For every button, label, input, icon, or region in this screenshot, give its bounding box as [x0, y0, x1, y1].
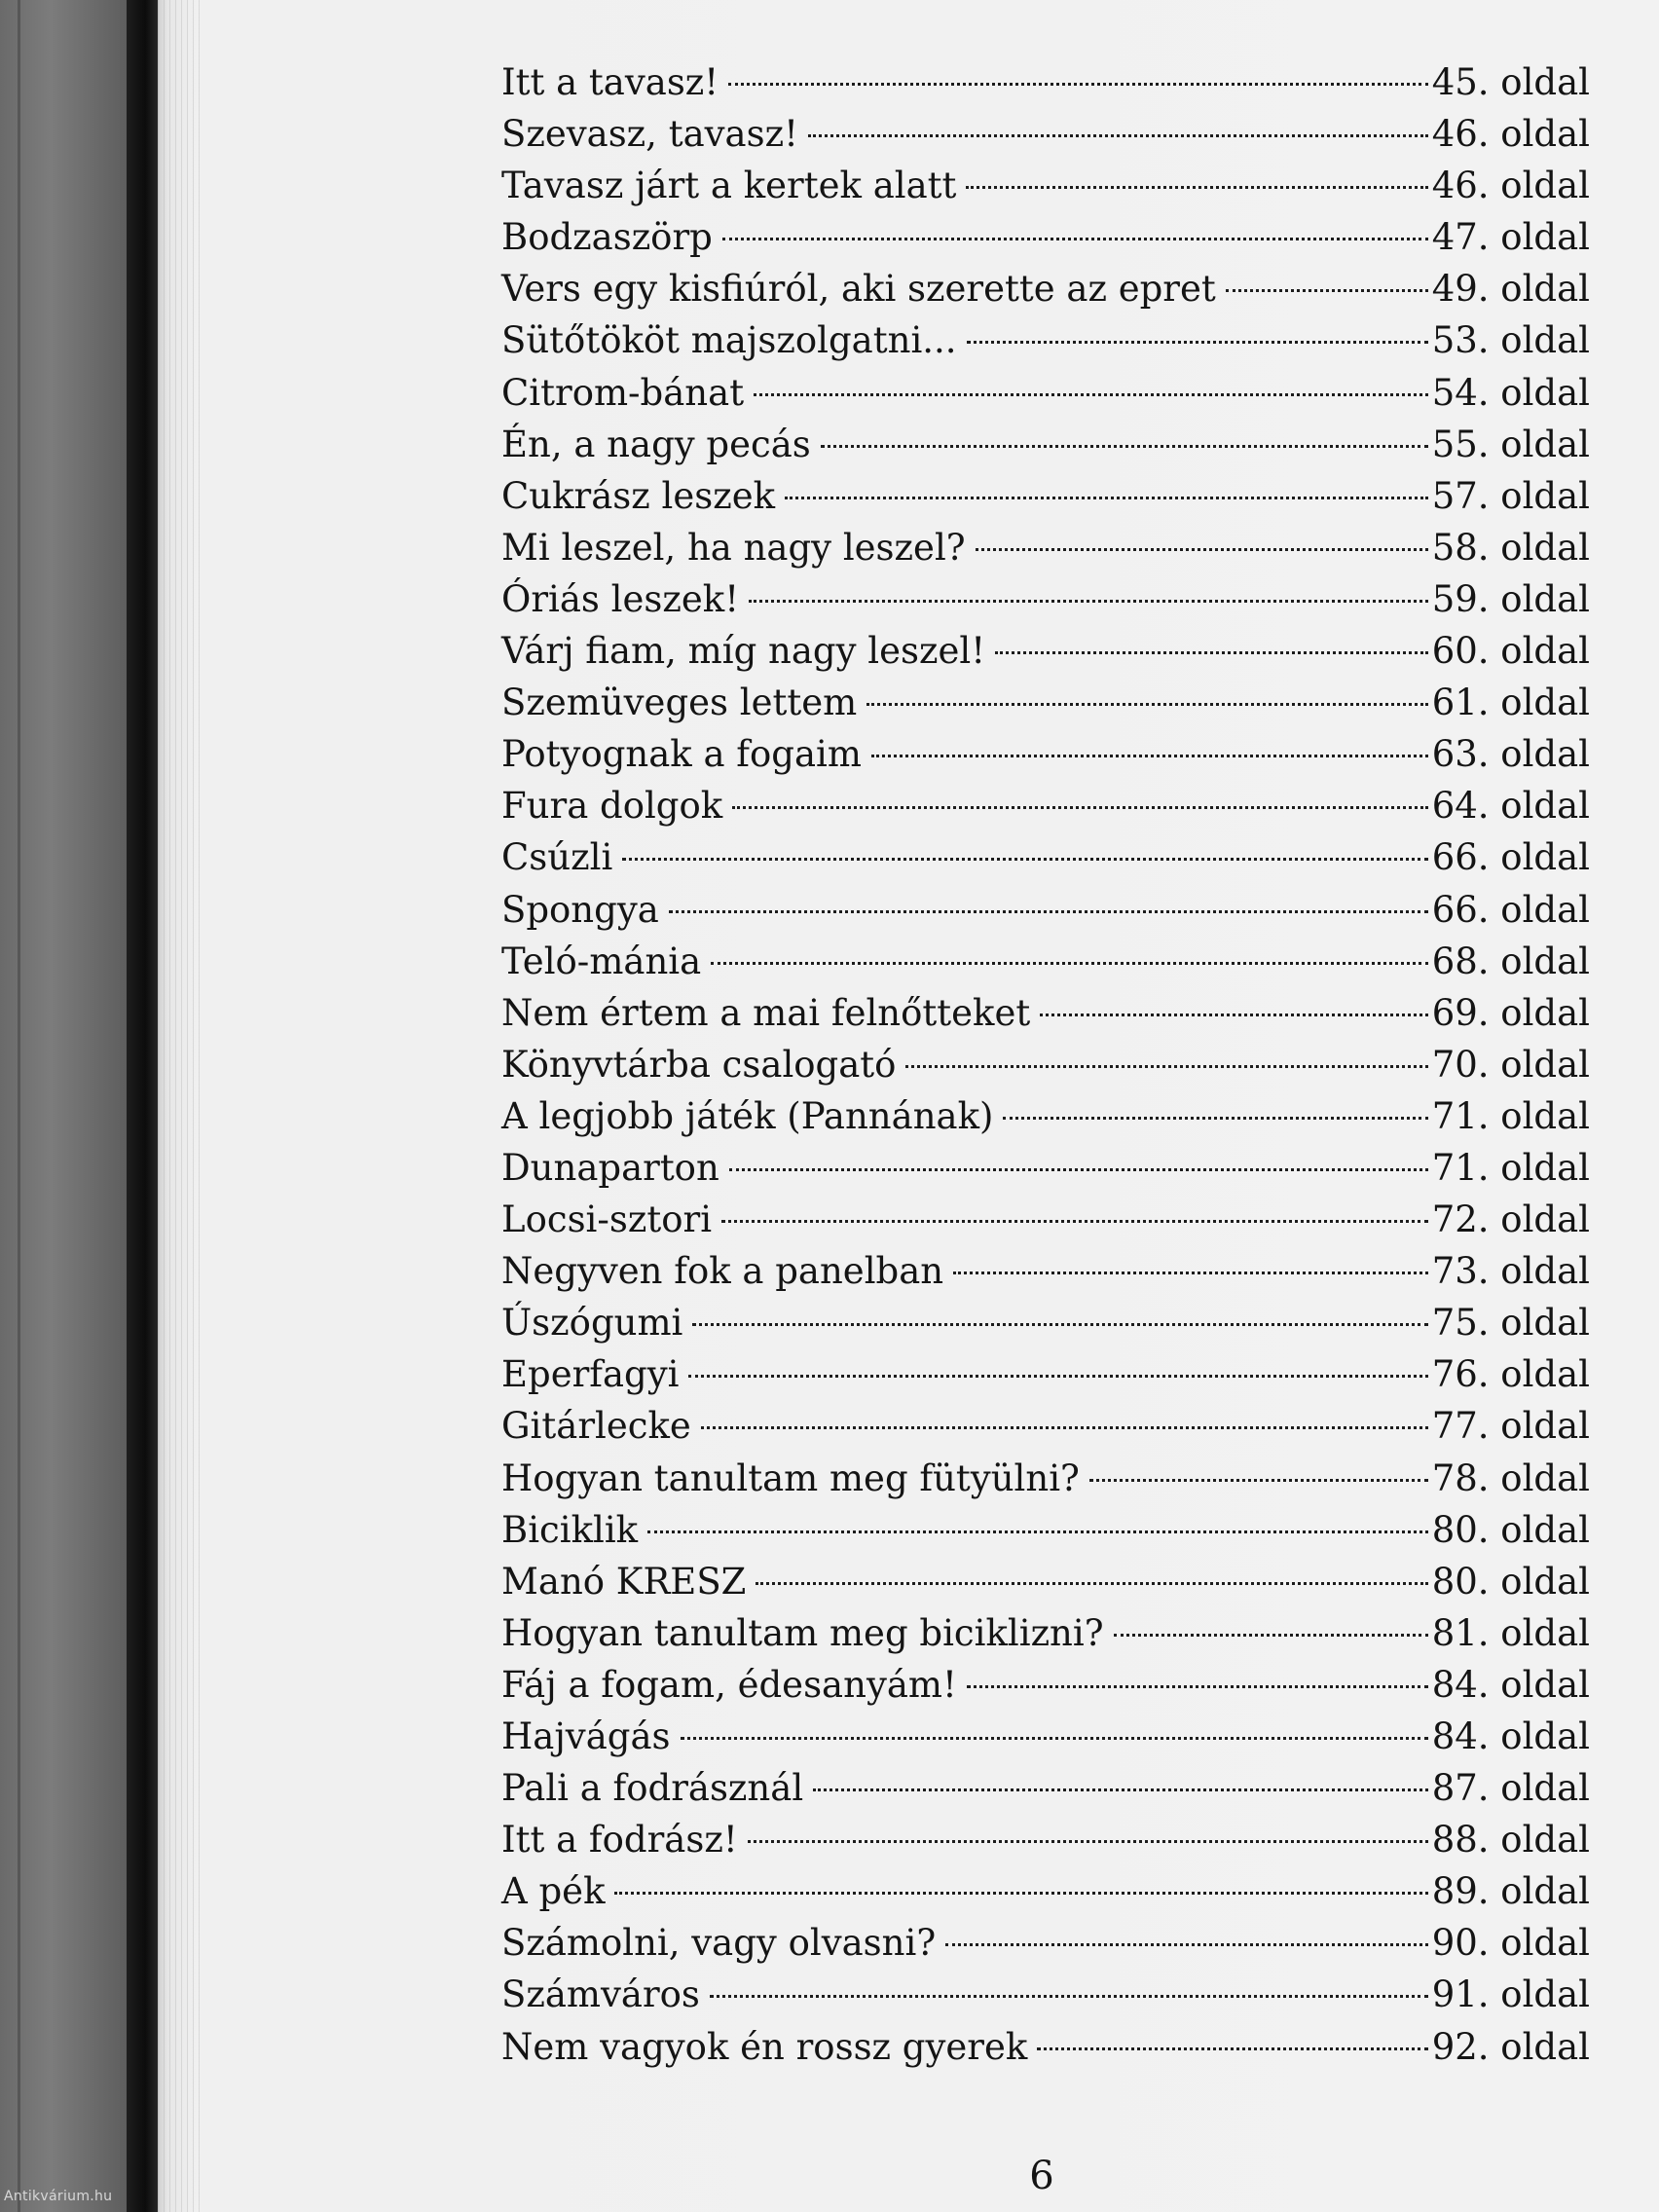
- toc-entry: [501, 1400, 1590, 1452]
- toc-entry-title: A legjobb játék (Pannának): [501, 1094, 994, 1137]
- toc-entry-title: Gitárlecke: [501, 1405, 691, 1448]
- toc-entry-page: 72. oldal: [1431, 1198, 1590, 1241]
- toc-entry: [501, 936, 1590, 987]
- toc-entry: [501, 1814, 1590, 1865]
- dot-leader: [785, 497, 1428, 499]
- toc-entry-page: 92. oldal: [1431, 2025, 1590, 2068]
- toc-entry: [501, 1865, 1590, 1917]
- toc-entry-title: Pali a fodrásznál: [501, 1767, 804, 1810]
- toc-entry-title: Citrom-bánat: [501, 371, 745, 414]
- toc-entry-title: Cukrász leszek: [501, 474, 776, 517]
- toc-entry: [501, 728, 1590, 780]
- dot-leader: [953, 1272, 1428, 1274]
- dot-leader: [749, 600, 1428, 603]
- dot-leader: [821, 445, 1428, 448]
- toc-entry-page: 63. oldal: [1431, 733, 1590, 776]
- toc-entry-page: 47. oldal: [1431, 216, 1590, 259]
- toc-entry-page: 61. oldal: [1431, 682, 1590, 724]
- toc-entry-title: Locsi-sztori: [501, 1198, 713, 1241]
- toc-entry: [501, 1607, 1590, 1659]
- toc-entry-page: 84. oldal: [1431, 1663, 1590, 1706]
- toc-entry-title: Szevasz, tavasz!: [501, 113, 798, 156]
- dot-leader: [692, 1323, 1427, 1326]
- dot-leader: [732, 806, 1428, 809]
- toc-entry-title: Számolni, vagy olvasni?: [501, 1922, 937, 1965]
- dot-leader: [721, 1220, 1428, 1223]
- toc-entry: [501, 1659, 1590, 1711]
- toc-entry-page: 60. oldal: [1431, 630, 1590, 673]
- toc-entry: [501, 1453, 1590, 1504]
- toc-entry-title: Bodzaszörp: [501, 216, 713, 259]
- toc-entry-title: A pék: [501, 1870, 606, 1913]
- toc-entry-page: 66. oldal: [1431, 888, 1590, 931]
- toc-entry-page: 89. oldal: [1431, 1870, 1590, 1913]
- toc-entry-title: Fura dolgok: [501, 785, 723, 828]
- toc-entry-title: Várj fiam, míg nagy leszel!: [501, 630, 986, 673]
- toc-entry: [501, 1142, 1590, 1194]
- toc-entry-title: Biciklik: [501, 1508, 639, 1551]
- dot-leader: [722, 238, 1428, 240]
- toc-entry: [501, 1039, 1590, 1090]
- page-stack-edges: [158, 0, 204, 2212]
- toc-entry-page: 84. oldal: [1431, 1715, 1590, 1757]
- toc-entry: [501, 1090, 1590, 1142]
- toc-entry-title: Óriás leszek!: [501, 577, 740, 620]
- toc-entry-title: Itt a tavasz!: [501, 61, 719, 103]
- toc-entry: [501, 367, 1590, 419]
- toc-entry-page: 45. oldal: [1431, 61, 1590, 103]
- dot-leader: [614, 1892, 1427, 1895]
- toc-entry-title: Hajvágás: [501, 1715, 671, 1757]
- watermark: Antikvárium.hu: [4, 2189, 113, 2204]
- toc-entry: [501, 1194, 1590, 1245]
- page-number: 6: [1029, 2154, 1054, 2198]
- toc-entry: [501, 263, 1590, 314]
- toc-entry-title: Eperfagyi: [501, 1353, 680, 1396]
- toc-entry: [501, 1711, 1590, 1762]
- dot-leader: [967, 1685, 1428, 1688]
- toc-entry: [501, 1917, 1590, 1969]
- toc-entry-page: 78. oldal: [1431, 1456, 1590, 1499]
- toc-entry-page: 53. oldal: [1431, 319, 1590, 362]
- toc-entry-title: Számváros: [501, 1973, 700, 2016]
- toc-entry-page: 55. oldal: [1431, 423, 1590, 465]
- toc-entry: [501, 314, 1590, 366]
- toc-entry-page: 76. oldal: [1431, 1353, 1590, 1396]
- dot-leader: [710, 1995, 1428, 1998]
- dot-leader: [701, 1426, 1428, 1429]
- dot-leader: [728, 83, 1428, 86]
- dot-leader: [756, 1582, 1427, 1585]
- dot-leader: [748, 1840, 1428, 1843]
- toc-entry: [501, 884, 1590, 936]
- dot-leader: [967, 341, 1428, 344]
- dot-leader: [1003, 1117, 1427, 1120]
- dot-leader: [688, 1375, 1427, 1378]
- toc-entry: [501, 573, 1590, 625]
- toc-entry: [501, 211, 1590, 263]
- toc-entry-title: Vers egy kisfiúról, aki szerette az epret: [501, 268, 1216, 311]
- dot-leader: [995, 651, 1428, 654]
- toc-entry-page: 58. oldal: [1431, 526, 1590, 569]
- toc-entry-page: 80. oldal: [1431, 1560, 1590, 1603]
- toc-entry: [501, 1762, 1590, 1814]
- toc-entry-title: Mi leszel, ha nagy leszel?: [501, 526, 966, 569]
- toc-entry-title: Manó KRESZ: [501, 1560, 747, 1603]
- toc-entry-page: 71. oldal: [1431, 1094, 1590, 1137]
- dot-leader: [647, 1530, 1428, 1533]
- dot-leader: [1114, 1634, 1428, 1637]
- toc-entry-page: 81. oldal: [1431, 1611, 1590, 1654]
- toc-entry-title: Szemüveges lettem: [501, 682, 858, 724]
- toc-entry: [501, 1245, 1590, 1297]
- book-spine-edge: [127, 0, 158, 2212]
- dot-leader: [1226, 289, 1428, 292]
- toc-entry-page: 68. oldal: [1431, 940, 1590, 982]
- dot-leader: [866, 703, 1427, 706]
- toc-entry-title: Én, a nagy pecás: [501, 423, 811, 465]
- dot-leader: [813, 1788, 1428, 1791]
- toc-entry: [501, 56, 1590, 108]
- dot-leader: [905, 1065, 1427, 1068]
- dot-leader: [945, 1943, 1428, 1946]
- toc-entry-page: 49. oldal: [1431, 268, 1590, 311]
- dot-leader: [1089, 1479, 1428, 1482]
- toc-entry-title: Tavasz járt a kertek alatt: [501, 165, 957, 207]
- toc-entry-title: Fáj a fogam, édesanyám!: [501, 1663, 957, 1706]
- toc-entry-page: 73. oldal: [1431, 1250, 1590, 1293]
- toc-entry-title: Nem értem a mai felnőtteket: [501, 991, 1031, 1034]
- toc-entry-title: Potyognak a fogaim: [501, 733, 862, 776]
- background-surface: [0, 0, 127, 2212]
- toc-entry-page: 46. oldal: [1431, 113, 1590, 156]
- dot-leader: [681, 1737, 1428, 1740]
- dot-leader: [871, 755, 1428, 757]
- toc-entry-title: Hogyan tanultam meg biciklizni?: [501, 1611, 1104, 1654]
- toc-entry-page: 91. oldal: [1431, 1973, 1590, 2016]
- toc-entry: [501, 987, 1590, 1039]
- toc-entry-page: 75. oldal: [1431, 1302, 1590, 1345]
- dot-leader: [754, 393, 1428, 396]
- toc-entry-page: 88. oldal: [1431, 1819, 1590, 1862]
- toc-entry-page: 87. oldal: [1431, 1767, 1590, 1810]
- toc-entry: [501, 1969, 1590, 2020]
- toc-entry-title: Negyven fok a panelban: [501, 1250, 944, 1293]
- dot-leader: [966, 186, 1427, 189]
- toc-entry-title: Úszógumi: [501, 1302, 683, 1345]
- toc-entry: [501, 1556, 1590, 1607]
- toc-entry: [501, 1504, 1590, 1556]
- toc-entry: [501, 625, 1590, 677]
- table-of-contents: [501, 56, 1590, 2073]
- toc-entry-title: Hogyan tanultam meg fütyülni?: [501, 1456, 1080, 1499]
- toc-entry-page: 80. oldal: [1431, 1508, 1590, 1551]
- toc-entry: [501, 2021, 1590, 2073]
- toc-entry-page: 59. oldal: [1431, 577, 1590, 620]
- toc-entry: [501, 831, 1590, 883]
- dot-leader: [622, 858, 1427, 861]
- toc-entry: [501, 160, 1590, 211]
- toc-entry-page: 69. oldal: [1431, 991, 1590, 1034]
- toc-entry: [501, 522, 1590, 573]
- toc-entry-page: 90. oldal: [1431, 1922, 1590, 1965]
- toc-entry-title: Nem vagyok én rossz gyerek: [501, 2025, 1028, 2068]
- toc-entry: [501, 780, 1590, 831]
- toc-entry-page: 66. oldal: [1431, 836, 1590, 879]
- toc-entry-title: Könyvtárba csalogató: [501, 1043, 897, 1086]
- toc-entry-title: Spongya: [501, 888, 659, 931]
- toc-entry-title: Sütőtököt majszolgatni...: [501, 319, 957, 362]
- toc-entry-page: 54. oldal: [1431, 371, 1590, 414]
- toc-entry-page: 77. oldal: [1431, 1405, 1590, 1448]
- toc-entry: [501, 1348, 1590, 1400]
- toc-entry-title: Teló-mánia: [501, 940, 702, 982]
- toc-entry-page: 46. oldal: [1431, 165, 1590, 207]
- dot-leader: [669, 910, 1428, 913]
- toc-entry-page: 64. oldal: [1431, 785, 1590, 828]
- dot-leader: [976, 548, 1428, 551]
- dot-leader: [1040, 1014, 1427, 1016]
- toc-entry: [501, 1297, 1590, 1348]
- toc-entry-page: 57. oldal: [1431, 474, 1590, 517]
- toc-entry: [501, 419, 1590, 470]
- dot-leader: [711, 962, 1428, 965]
- toc-entry: [501, 470, 1590, 522]
- dot-leader: [808, 134, 1428, 137]
- toc-entry-page: 70. oldal: [1431, 1043, 1590, 1086]
- toc-entry-title: Itt a fodrász!: [501, 1819, 738, 1862]
- toc-entry-title: Csúzli: [501, 836, 613, 879]
- toc-entry: [501, 677, 1590, 728]
- toc-entry-title: Dunaparton: [501, 1146, 719, 1189]
- toc-entry: [501, 108, 1590, 160]
- dot-leader: [729, 1168, 1428, 1171]
- toc-entry-page: 71. oldal: [1431, 1146, 1590, 1189]
- dot-leader: [1037, 2047, 1427, 2050]
